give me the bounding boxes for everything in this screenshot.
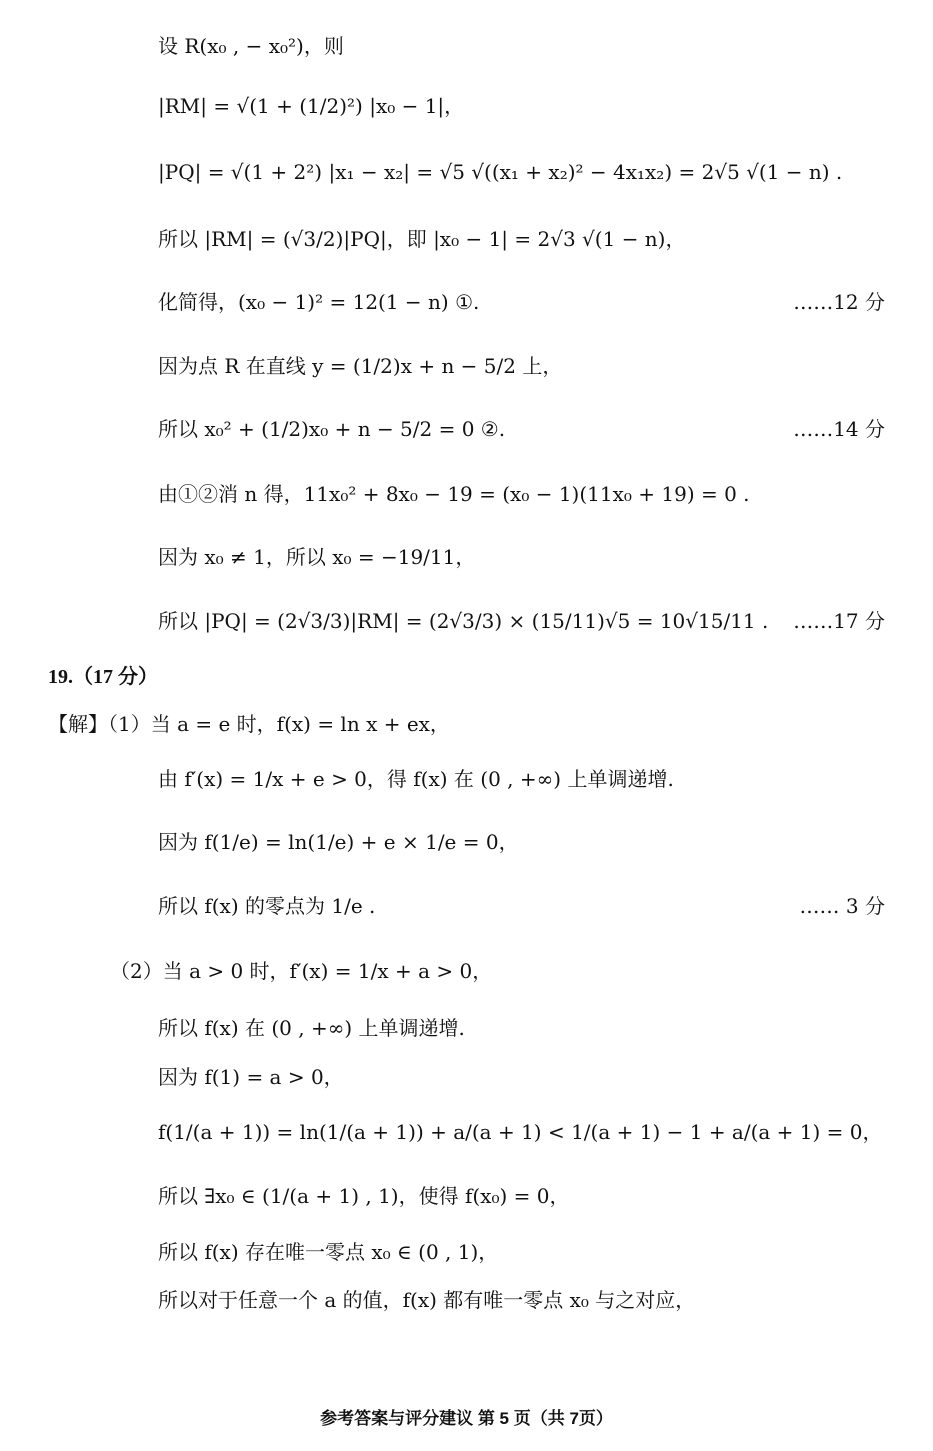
solution-line: 因为 f(1) = a > 0， bbox=[158, 1065, 344, 1089]
solution-line: 所以 |RM| = (√3/2)|PQ|，即 |x₀ − 1| = 2√3 √(1 − n)， bbox=[158, 227, 686, 251]
solution-line: 因为 f(1/e) = ln(1/e) + e × 1/e = 0， bbox=[158, 830, 519, 854]
solution-line: 设 R(x₀ , − x₀²)，则 bbox=[158, 34, 344, 58]
solution-line: （2）当 a > 0 时，f′(x) = 1/x + a > 0， bbox=[110, 959, 493, 983]
solution-line: |PQ| = √(1 + 2²) |x₁ − x₂| = √5 √((x₁ + x₂)² − 4x₁x₂) = 2√5 √(1 − n) . bbox=[158, 160, 843, 184]
question-heading: 19.（17 分） bbox=[48, 666, 158, 688]
solution-line: 由①②消 n 得，11x₀² + 8x₀ − 19 = (x₀ − 1)(11x₀ + 19) = 0 . bbox=[158, 482, 750, 506]
page-footer: 参考答案与评分建议 第 5 页（共 7页） bbox=[320, 1409, 613, 1428]
solution-line: 因为 x₀ ≠ 1，所以 x₀ = −19/11， bbox=[158, 545, 476, 569]
score-note: …… 3 分 bbox=[799, 894, 885, 918]
solution-line: 所以 f(x) 的零点为 1/e . bbox=[158, 894, 376, 918]
score-note: ……12 分 bbox=[793, 290, 885, 314]
solution-line: 由 f′(x) = 1/x + e > 0，得 f(x) 在 (0 , +∞) 上单调递增. bbox=[158, 767, 674, 791]
solution-line: 所以 ∃x₀ ∈ (1/(a + 1) , 1)，使得 f(x₀) = 0， bbox=[158, 1184, 570, 1208]
solution-line: 因为点 R 在直线 y = (1/2)x + n − 5/2 上， bbox=[158, 354, 563, 378]
solution-line: 所以 x₀² + (1/2)x₀ + n − 5/2 = 0 ②. bbox=[158, 417, 506, 441]
solution-line: 【解】（1）当 a = e 时，f(x) = ln x + ex， bbox=[48, 712, 450, 736]
solution-line: 所以 f(x) 存在唯一零点 x₀ ∈ (0 , 1)， bbox=[158, 1240, 499, 1264]
solution-line: 化简得，(x₀ − 1)² = 12(1 − n) ①. bbox=[158, 290, 480, 314]
solution-line: 所以对于任意一个 a 的值，f(x) 都有唯一零点 x₀ 与之对应， bbox=[158, 1288, 696, 1312]
solution-line: |RM| = √(1 + (1/2)²) |x₀ − 1|， bbox=[158, 94, 465, 118]
solution-line: 所以 f(x) 在 (0 , +∞) 上单调递增. bbox=[158, 1016, 465, 1040]
score-note: ……14 分 bbox=[793, 417, 885, 441]
solution-line: 所以 |PQ| = (2√3/3)|RM| = (2√3/3) × (15/11)√5 = 10√15/11 . bbox=[158, 609, 769, 633]
score-note: ……17 分 bbox=[793, 609, 885, 633]
solution-line: f(1/(a + 1)) = ln(1/(a + 1)) + a/(a + 1) < 1/(a + 1) − 1 + a/(a + 1) = 0， bbox=[158, 1120, 883, 1144]
